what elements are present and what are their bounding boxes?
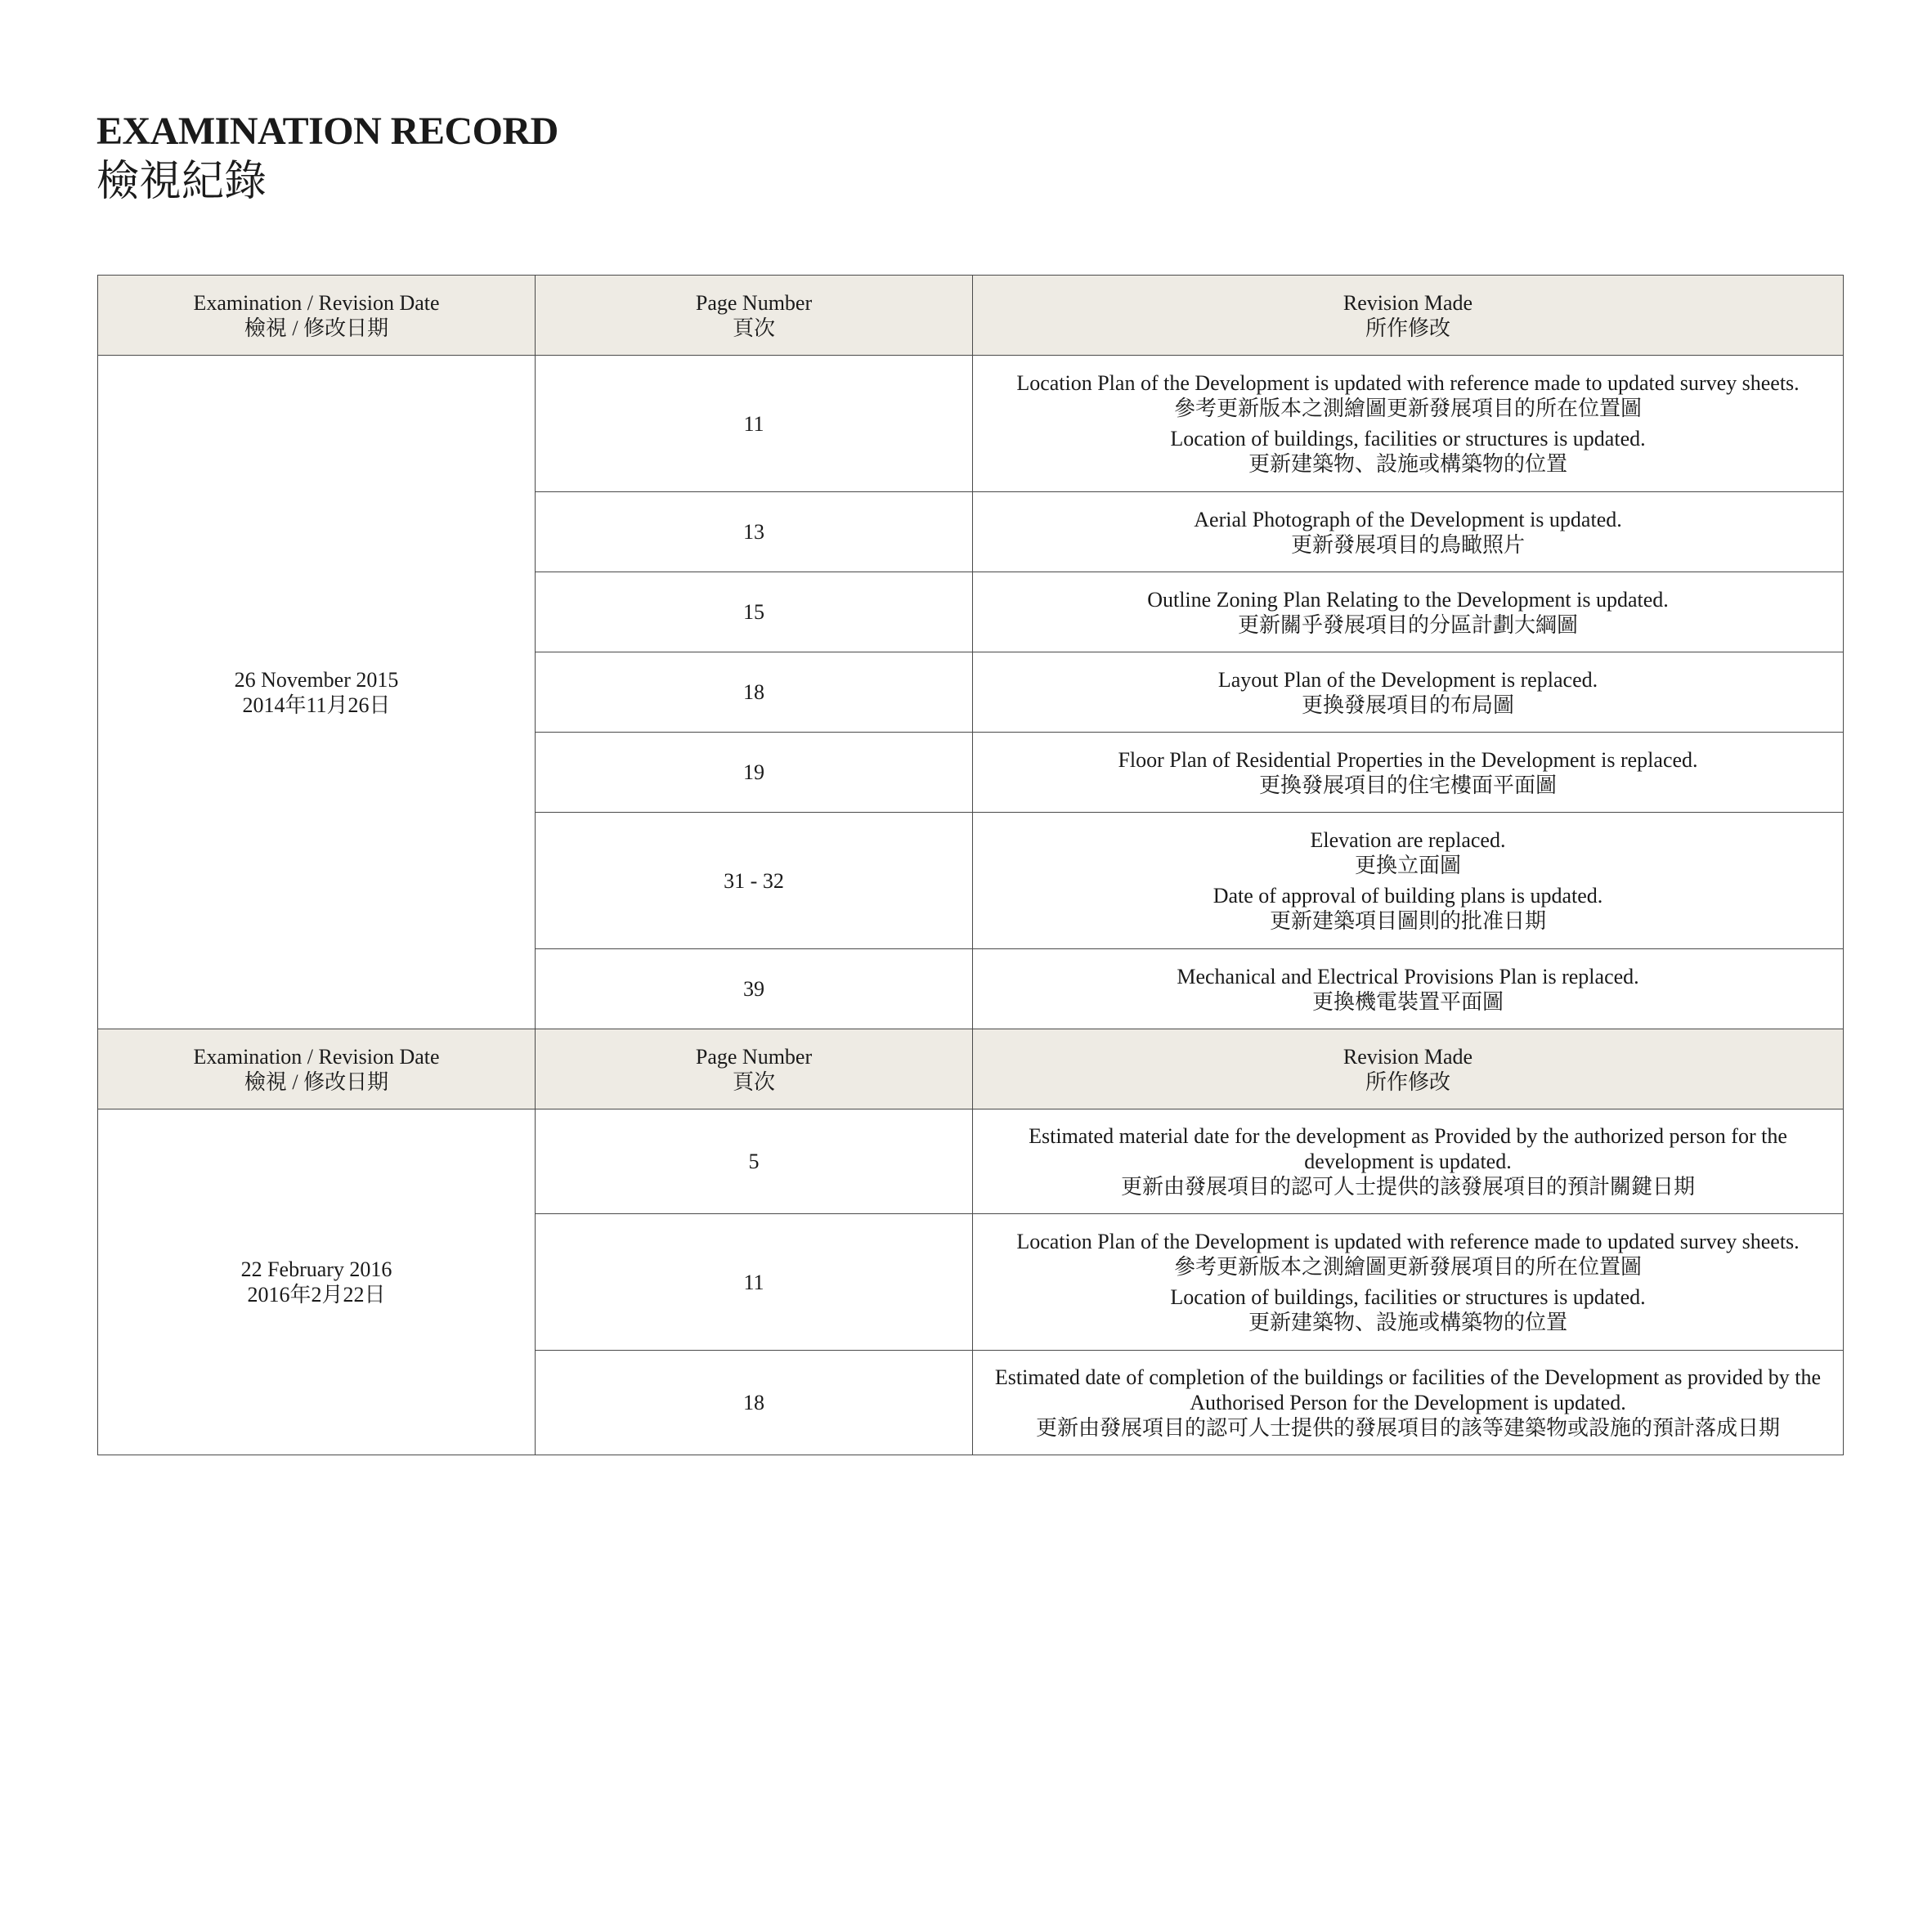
header-date-en: Examination / Revision Date — [193, 1044, 440, 1069]
header-date — [98, 1029, 536, 1109]
revision-cell — [973, 356, 1844, 492]
revision-zh: 參考更新版本之測繪圖更新發展項目的所在位置圖 — [1173, 397, 1642, 420]
header-page — [536, 1029, 973, 1109]
title-chinese: 檢視紀錄 — [96, 159, 267, 205]
revision-zh: 參考更新版本之測繪圖更新發展項目的所在位置圖 — [1173, 1255, 1642, 1279]
header-row — [98, 276, 1844, 356]
header-revision — [973, 276, 1844, 356]
header-date-zh: 檢視 / 修改日期 — [244, 316, 389, 340]
page-number-cell: 13 — [536, 492, 973, 572]
revision-cell — [973, 733, 1844, 813]
header-revision-zh: 所作修改 — [1365, 316, 1450, 340]
revision-zh: 更新建築物、設施或構築物的位置 — [1248, 452, 1567, 476]
revision-zh: 更新關乎發展項目的分區計劃大綱圖 — [1237, 612, 1578, 637]
date-en: 26 November 2015 — [234, 667, 399, 692]
date-cell — [98, 1109, 536, 1455]
page-title — [96, 106, 558, 208]
revision-zh: 更新發展項目的鳥瞰照片 — [1290, 532, 1525, 557]
revision-cell — [973, 813, 1844, 949]
table-row — [98, 1109, 1844, 1214]
revision-en: Location Plan of the Development is updated with reference made to updated survey sheets. — [1016, 371, 1800, 395]
revision-zh: 更新由發展項目的認可人士提供的發展項目的該等建築物或設施的預計落成日期 — [1035, 1416, 1780, 1440]
header-row — [98, 1029, 1844, 1109]
revision-zh: 更新建築物、設施或構築物的位置 — [1248, 1311, 1567, 1334]
page-number-cell: 18 — [536, 652, 973, 733]
header-date — [98, 276, 536, 356]
page-number-cell: 11 — [536, 356, 973, 492]
page-number-cell: 31 - 32 — [536, 813, 973, 949]
revision-en: Mechanical and Electrical Provisions Plan is replaced. — [1177, 964, 1639, 988]
date-zh: 2016年2月22日 — [247, 1283, 386, 1307]
revision-cell — [973, 1109, 1844, 1214]
revision-zh: 更換立面圖 — [1354, 854, 1461, 877]
header-date-en: Examination / Revision Date — [193, 290, 440, 315]
table-row — [98, 356, 1844, 492]
revision-cell — [973, 1214, 1844, 1351]
revision-en: Location Plan of the Development is updated with reference made to updated survey sheets. — [1016, 1230, 1800, 1253]
revision-en: Estimated date of completion of the buildings or facilities of the Development as provided by the Authorised Person for the Development is updated. — [994, 1365, 1822, 1414]
title-english: EXAMINATION RECORD — [96, 110, 558, 153]
date-zh: 2014年11月26日 — [242, 693, 391, 717]
date-en: 22 February 2016 — [240, 1257, 392, 1281]
revision-cell — [973, 572, 1844, 652]
revision-cell — [973, 492, 1844, 572]
revision-en: Elevation are replaced. — [1310, 828, 1506, 852]
header-revision-zh: 所作修改 — [1365, 1069, 1450, 1094]
revision-en: Aerial Photograph of the Development is updated. — [1194, 507, 1622, 531]
page-number-cell: 19 — [536, 733, 973, 813]
revision-zh: 更換發展項目的住宅樓面平面圖 — [1258, 773, 1557, 797]
header-page — [536, 276, 973, 356]
revision-zh: 更換發展項目的布局圖 — [1301, 693, 1514, 717]
examination-record-table — [97, 275, 1844, 1455]
revision-en: Layout Plan of the Development is replaced. — [1217, 667, 1598, 692]
page-number-cell: 39 — [536, 949, 973, 1029]
header-date-zh: 檢視 / 修改日期 — [244, 1069, 389, 1094]
record-table-body — [98, 276, 1844, 1455]
revision-cell — [973, 652, 1844, 733]
revision-cell — [973, 949, 1844, 1029]
revision-zh: 更換機電裝置平面圖 — [1311, 989, 1504, 1014]
revision-cell — [973, 1351, 1844, 1455]
header-revision — [973, 1029, 1844, 1109]
header-page-en: Page Number — [695, 290, 813, 315]
header-revision-en: Revision Made — [1343, 290, 1473, 315]
page-number-cell: 5 — [536, 1109, 973, 1214]
revision-en: Location of buildings, facilities or structures is updated. — [1170, 427, 1646, 451]
page-number-cell: 18 — [536, 1351, 973, 1455]
page-number-cell: 11 — [536, 1214, 973, 1351]
header-page-zh: 頁次 — [732, 316, 775, 340]
revision-zh: 更新由發展項目的認可人士提供的該發展項目的預計關鍵日期 — [1120, 1175, 1695, 1199]
revision-en: Location of buildings, facilities or structures is updated. — [1170, 1285, 1646, 1309]
page-number-cell: 15 — [536, 572, 973, 652]
revision-en: Estimated material date for the development as Provided by the authorized person for the development is updated. — [1029, 1124, 1787, 1173]
header-page-zh: 頁次 — [732, 1069, 775, 1094]
header-page-en: Page Number — [695, 1044, 813, 1069]
date-cell — [98, 356, 536, 1029]
revision-zh: 更新建築項目圖則的批准日期 — [1269, 909, 1546, 933]
revision-en: Floor Plan of Residential Properties in the Development is replaced. — [1118, 747, 1698, 772]
revision-en: Date of approval of building plans is updated. — [1213, 884, 1603, 908]
header-revision-en: Revision Made — [1343, 1044, 1473, 1069]
revision-en: Outline Zoning Plan Relating to the Development is updated. — [1147, 587, 1669, 612]
